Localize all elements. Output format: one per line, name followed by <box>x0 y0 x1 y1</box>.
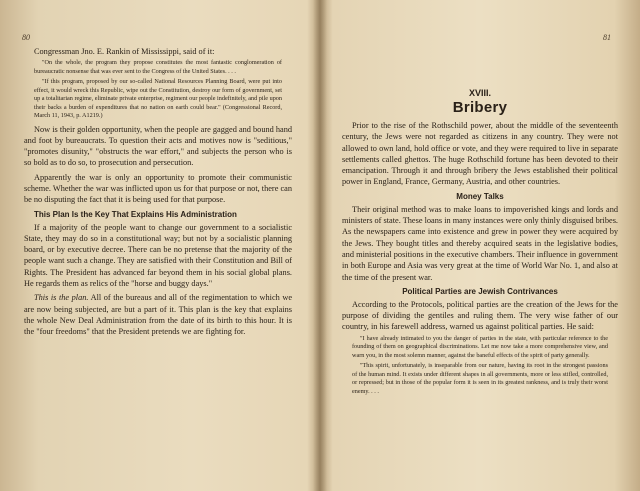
farewell-quote-2: "This spirit, unfortunately, is inseparable from our nature, having its root in the strongest passions of the human mind. It exists under different shapes in all governments, more or less stifled, controlled, or repressed; but in those of the popular form it is seen in its greatest rankness, and is truly their worst enemy. . . . <box>352 362 608 395</box>
right-page <box>322 0 640 491</box>
page-number-left: 80 <box>22 33 30 42</box>
rankin-quote-2: "If this program, proposed by our so-called National Resources Planning Board, were put into effect, it would wreck this Republic, wipe out the Constitution, destroy our form of government, set up a totalitarian regime, eliminate private enterprise, regiment our people indefinitely, and pile upon their backs a burden of expenditures that no nation on earth could bear." (Congressional Record, March 11, 1943, p. A1219.) <box>34 78 282 119</box>
farewell-quote-1: "I have already intimated to you the danger of parties in the state, with particular reference to the founding of them on geographical discriminations. Let me now take a more comprehensive view, and warn you, in the most solemn manner, against the baneful effects of the spirit of party generally. <box>352 334 608 359</box>
paragraph-war-opportunity: Apparently the war is only an opportunity to promote their communistic scheme. Whether the war was inflicted upon us for that purpose or not, there can be no disputing the fact that it is being used for that purpose. <box>24 172 292 205</box>
rankin-quote-1: "On the whole, the program they propose constitutes the most fantastic conglomeration of bureaucratic nonsense that was ever sent to the Congress of the United States. . . . <box>34 59 282 75</box>
right-text-column <box>342 88 618 396</box>
paragraph-golden-opportunity: Now is their golden opportunity, when the people are gagged and bound hand and foot by bureaucrats. To question their acts and motives now is "seditious," "promotes disunity," "obstructs the war effort," and subjects the person who is so bold as to do so, to prosecution and persecution. <box>24 124 292 168</box>
section-heading-money-talks: Money Talks <box>456 191 504 201</box>
left-text-column <box>24 46 292 338</box>
paragraph-this-is-the-plan <box>24 292 292 337</box>
chapter-number: XVIII. <box>468 88 491 98</box>
paragraph-plan-rest: All of the bureaus and all of the regimentation to which we are now being subjected, are but a part of it. This plan is the key that explains the whole New Deal Administration from the date of its birth to this hour. It is the "four freedoms" that the President pretends we are fighting for. <box>24 293 293 337</box>
paragraph-majority-change: If a majority of the people want to change our government to a socialistic State, they may do so in a constitutional way; but not by a socialistic planning board, or by executive decree. There can be no pretense that the majority of the people want such a change. They are satisfied with their Constitution and Bill of Rights. The President has advanced far beyond them in his social global plans. He regards them as relics of the "horse and buggy days." <box>24 222 292 289</box>
left-page <box>0 0 318 491</box>
page-number-right: 81 <box>603 33 611 42</box>
chapter-title: Bribery <box>452 99 508 116</box>
rankin-intro: Congressman Jno. E. Rankin of Mississippi, said of it: <box>34 47 215 56</box>
section-heading-political-parties: Political Parties are Jewish Contrivances <box>402 286 558 296</box>
paragraph-loans: Their original method was to make loans to impoverished kings and lords and ministers of state. These loans in many instances were only thinly disguised bribes. As the newspapers came into existence and grew in power they were acquired by the Jews. They bought titles and thereby acquired seats in the legislative bodies, and ministerial positions in the executive chambers. Their influence in government in both Europe and Asia was very great at the time of World War No. 1, and also at the time of the present war. <box>342 204 618 282</box>
italic-lead-text: This is the plan. <box>34 293 89 303</box>
section-heading-key-plan: This Plan Is the Key That Explains His Administration <box>34 209 237 219</box>
paragraph-protocols: According to the Protocols, political parties are the creation of the Jews for the purpose of dividing the gentiles and ruling them. The very wise father of our country, in his farewell address, warned us against political parties. He said: <box>342 299 618 332</box>
paragraph-rothschild: Prior to the rise of the Rothschild power, about the middle of the seventeenth century, the Jews were not regarded as citizens in any country. They were not allowed to own land, hold office or vote, and they were required to live in separate settlements called ghettos. The huge Rothschild fortune has been devoted to their emancipation. Through it and through bribery the Jews established their political power in England, France, Germany, Austria, and other countries. <box>342 121 618 187</box>
